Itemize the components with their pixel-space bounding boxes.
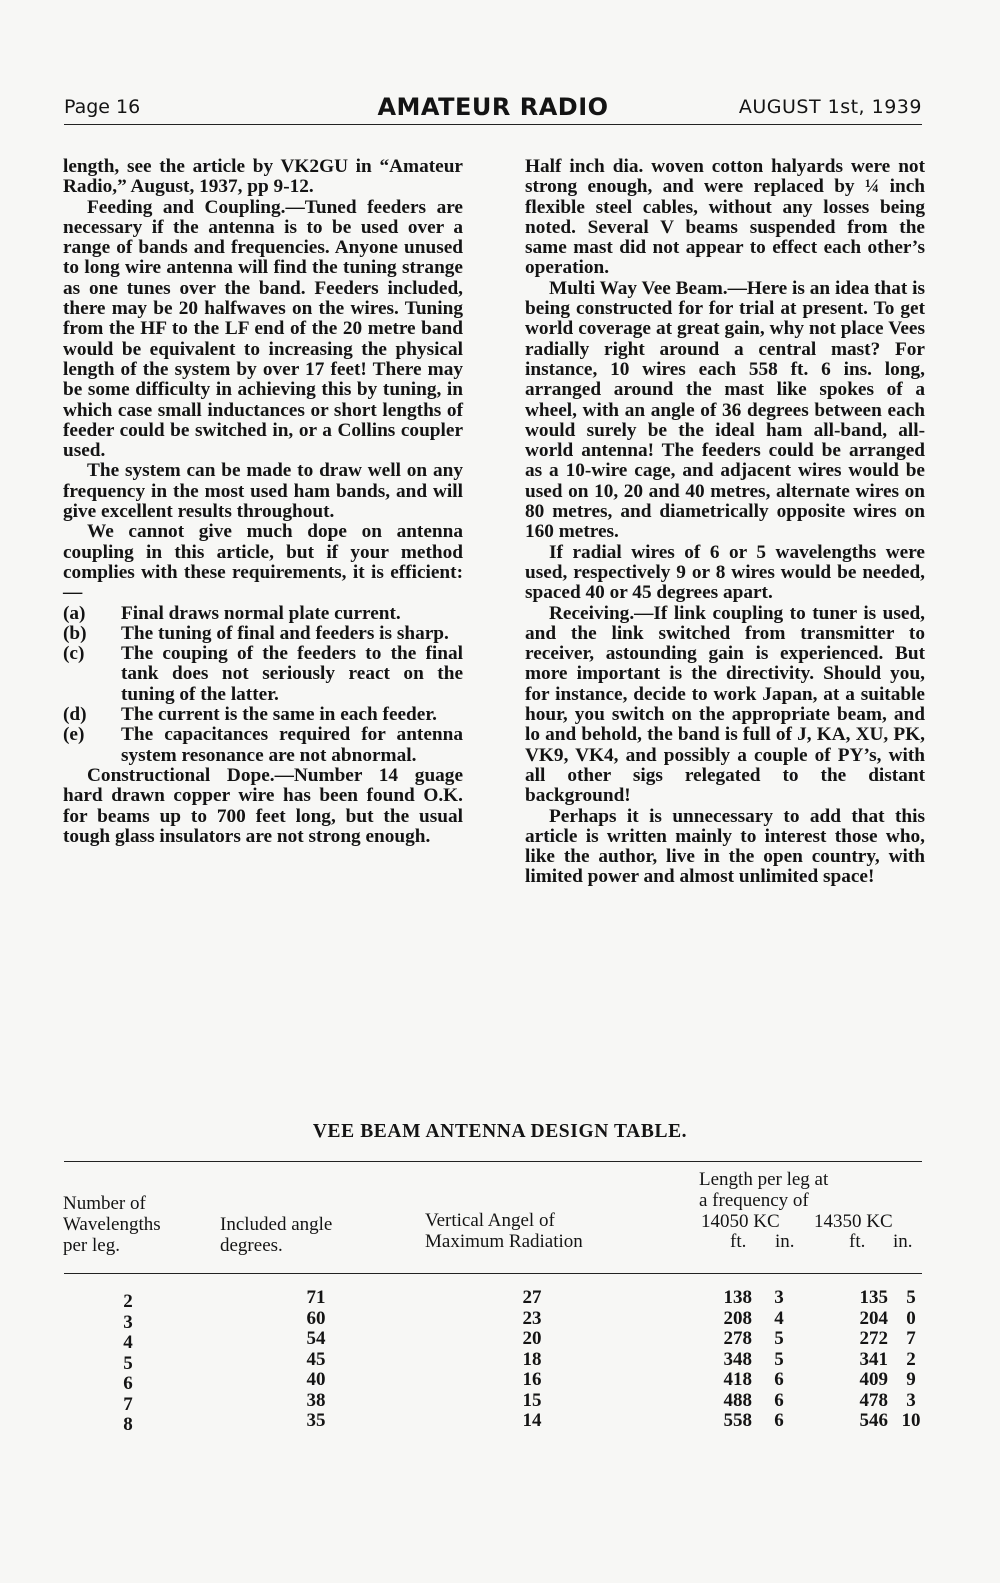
list-text: The current is the same in each feeder. bbox=[121, 704, 437, 726]
list-text: The capacitances required for antenna system resonance are not abnormal. bbox=[121, 724, 463, 766]
header-frequency-1: 14050 KC bbox=[701, 1211, 780, 1232]
cell-in-2: 10 bbox=[901, 1410, 921, 1431]
list-label: (a) bbox=[63, 602, 86, 624]
cell-angle: 54 bbox=[306, 1328, 326, 1349]
cell-ft-1: 208 bbox=[723, 1307, 752, 1329]
cell-wavelengths: 2 bbox=[123, 1291, 133, 1312]
paragraph-feeding bbox=[63, 198, 463, 462]
section-heading-constructional: Constructional Dope. bbox=[87, 764, 275, 786]
paragraph-constructional bbox=[63, 766, 463, 847]
list-label: (e) bbox=[63, 724, 85, 746]
cell-vertical: 15 bbox=[522, 1389, 542, 1411]
table-top-rule bbox=[64, 1161, 922, 1162]
list-text: The tuning of final and feeders is sharp. bbox=[121, 622, 449, 644]
table-row bbox=[0, 1307, 1000, 1333]
header-included-angle: Included angle degrees. bbox=[220, 1214, 333, 1256]
cell-angle: 60 bbox=[306, 1307, 326, 1329]
table-row bbox=[0, 1287, 1000, 1312]
table-row bbox=[0, 1389, 1000, 1415]
emphasis: hard drawn bbox=[63, 785, 165, 807]
header-length-per-leg: Length per leg at a frequency of bbox=[699, 1169, 829, 1211]
list-text: Final draws normal plate current. bbox=[121, 602, 401, 624]
cell-ft-2: 409 bbox=[859, 1369, 888, 1390]
cell-vertical: 23 bbox=[522, 1307, 542, 1329]
cell-in-2: 2 bbox=[906, 1348, 916, 1370]
cell-in-2: 9 bbox=[906, 1369, 916, 1390]
table-row bbox=[0, 1328, 1000, 1353]
list-text: The couping of the feeders to the final tank does not seriously react on the tuning of the latter. bbox=[121, 643, 463, 705]
cell-ft-1: 348 bbox=[723, 1348, 752, 1370]
cell-wavelengths: 8 bbox=[123, 1414, 133, 1435]
cell-vertical: 14 bbox=[522, 1410, 542, 1431]
table-title: VEE BEAM ANTENNA DESIGN TABLE. bbox=[312, 1121, 688, 1142]
paragraph: The system can be made to draw well on any frequency in the most used ham bands, and will give excellent results throughout. bbox=[63, 460, 463, 523]
cell-vertical: 18 bbox=[522, 1348, 542, 1370]
emphasis: not bbox=[276, 825, 304, 847]
list-label: (b) bbox=[63, 622, 87, 644]
cell-ft-1: 138 bbox=[723, 1287, 752, 1308]
list-label: (d) bbox=[63, 704, 87, 726]
cell-ft-2: 546 bbox=[859, 1410, 888, 1431]
magazine-title: AMATEUR RADIO bbox=[377, 93, 609, 121]
header-ft-1: ft. bbox=[730, 1231, 747, 1252]
section-heading-feeding: Feeding and Coupling. bbox=[87, 196, 286, 218]
table-body bbox=[0, 1287, 1000, 1435]
table-row bbox=[0, 1348, 1000, 1374]
paragraph: Perhaps it is unnecessary to add that this article is written mainly to interest those who, like the author, live in the open country, with limited power and almost unlimited space! bbox=[525, 805, 925, 888]
issue-date: AUGUST 1st, 1939 bbox=[738, 96, 922, 118]
cell-ft-2: 341 bbox=[859, 1348, 888, 1370]
cell-ft-2: 272 bbox=[859, 1328, 888, 1349]
header-in-2: in. bbox=[893, 1231, 913, 1252]
table-row bbox=[0, 1369, 1000, 1394]
table-row bbox=[0, 1410, 1000, 1435]
cell-in-1: 5 bbox=[774, 1348, 784, 1370]
list-item bbox=[63, 624, 463, 644]
list-label: (c) bbox=[63, 643, 85, 665]
page-number: Page 16 bbox=[64, 96, 141, 118]
cell-in-1: 3 bbox=[774, 1287, 784, 1308]
paragraph-receiving bbox=[525, 604, 925, 807]
text: copper wire has been found O.K. for beams up to 700 feet long, but the usual tough glass insulators are bbox=[63, 785, 463, 847]
paragraph: length, see the article by VK2GU in “Amateur Radio,” August, 1937, pp 9-12. bbox=[63, 156, 463, 198]
cell-angle: 45 bbox=[306, 1348, 326, 1370]
table-header-rule bbox=[64, 1273, 922, 1274]
paragraph-text: —Here is an idea that is being constructed for for trial at present. To get world coverage at great gain, why not place Vees radially right around a central mast? For instance, 10 wires each 558 ft. 6 ins. long, arranged around the mast like spokes of a wheel, with an angle of 36 degrees between each would surely be the ideal ham all-band, all-world antenna! The feeders could be arranged as a 10-wire cage, and adjacent wires would be used on 10, 20 and 40 metres, alternate wires on 80 metres, and diametrically opposite wires on 160 metres. bbox=[525, 277, 926, 543]
cell-wavelengths: 5 bbox=[123, 1352, 133, 1374]
requirements-list bbox=[63, 604, 463, 766]
paragraph-multi-way bbox=[525, 279, 925, 543]
cell-in-2: 7 bbox=[906, 1328, 916, 1349]
cell-vertical: 20 bbox=[522, 1328, 542, 1349]
section-heading-receiving: Receiving. bbox=[549, 602, 635, 624]
cell-angle: 71 bbox=[306, 1287, 326, 1308]
cell-ft-2: 135 bbox=[859, 1287, 888, 1308]
cell-in-2: 3 bbox=[906, 1389, 916, 1411]
cell-vertical: 27 bbox=[522, 1287, 542, 1308]
header-wavelengths: Number of Wavelengths per leg. bbox=[63, 1193, 161, 1256]
cell-ft-2: 204 bbox=[859, 1307, 888, 1329]
list-item bbox=[63, 725, 463, 766]
paragraph-text: —Tuned feeders are necessary if the antenna is to be used over a range of bands and frequencies. Anyone unused to long wire antenna will find the tuning strange as one tunes over the band. Feeders included, there may be 20 halfwaves on the wires. Tuning from the HF to the LF end of the 20 metre band would be equivalent to increasing the physical length of the system by over 17 feet! There may be some difficulty in achieving this by tuning, in which case small inductances or short lengths of feeder could be switched in, or a Collins coupler used. bbox=[63, 196, 463, 462]
header-frequency-2: 14350 KC bbox=[814, 1211, 893, 1232]
cell-in-1: 4 bbox=[774, 1307, 784, 1329]
text: —Number 14 guage bbox=[274, 764, 464, 786]
page-header bbox=[64, 94, 922, 125]
paragraph-text: —If link coupling to tuner is used, and the link switched from transmitter to receiver, astounding gain is experienced. But more important is the directivity. Should you, for instance, decide to work Japan, at a suitable hour, you switch on the appropriate beam, and lo and behold, the band is full of J, KA, XU, PK, VK9, VK4, and possibly a couple of PY’s, with all other sigs relegated to the distant background! bbox=[525, 602, 925, 807]
cell-in-1: 6 bbox=[774, 1369, 784, 1390]
cell-ft-1: 418 bbox=[723, 1369, 752, 1390]
cell-in-2: 5 bbox=[906, 1287, 916, 1308]
cell-wavelengths: 3 bbox=[123, 1311, 133, 1333]
cell-in-1: 6 bbox=[774, 1389, 784, 1411]
cell-angle: 35 bbox=[306, 1410, 326, 1431]
list-item bbox=[63, 604, 463, 624]
cell-ft-1: 488 bbox=[723, 1389, 752, 1411]
right-column bbox=[525, 157, 925, 888]
cell-ft-1: 278 bbox=[723, 1328, 752, 1349]
cell-vertical: 16 bbox=[522, 1369, 542, 1390]
cell-ft-2: 478 bbox=[859, 1389, 888, 1411]
left-column bbox=[63, 157, 463, 847]
cell-angle: 38 bbox=[306, 1389, 326, 1411]
section-heading-multi-way: Multi Way Vee Beam. bbox=[549, 277, 728, 299]
paragraph: If radial wires of 6 or 5 wavelengths were used, respectively 9 or 8 wires would be needed, spaced 40 or 45 degrees apart. bbox=[525, 541, 925, 604]
cell-ft-1: 558 bbox=[723, 1410, 752, 1431]
text: strong enough. bbox=[303, 825, 431, 847]
list-item bbox=[63, 644, 463, 705]
cell-in-2: 0 bbox=[906, 1307, 916, 1329]
header-ft-2: ft. bbox=[849, 1231, 866, 1252]
list-item bbox=[63, 705, 463, 725]
cell-wavelengths: 6 bbox=[123, 1373, 133, 1394]
cell-angle: 40 bbox=[306, 1369, 326, 1390]
cell-in-1: 6 bbox=[774, 1410, 784, 1431]
cell-in-1: 5 bbox=[774, 1328, 784, 1349]
cell-wavelengths: 4 bbox=[123, 1332, 133, 1353]
header-vertical-angle: Vertical Angel of Maximum Radiation bbox=[425, 1210, 583, 1252]
cell-wavelengths: 7 bbox=[123, 1393, 133, 1415]
header-in-1: in. bbox=[775, 1231, 795, 1252]
paragraph: Half inch dia. woven cotton halyards were not strong enough, and were replaced by ¼ inch flexible steel cables, without any losses being noted. Several V beams suspended from the same mast did not appear to effect each other’s operation. bbox=[525, 156, 925, 279]
paragraph: We cannot give much dope on antenna coupling in this article, but if your method complies with these requirements, it is efficient:— bbox=[63, 521, 463, 604]
